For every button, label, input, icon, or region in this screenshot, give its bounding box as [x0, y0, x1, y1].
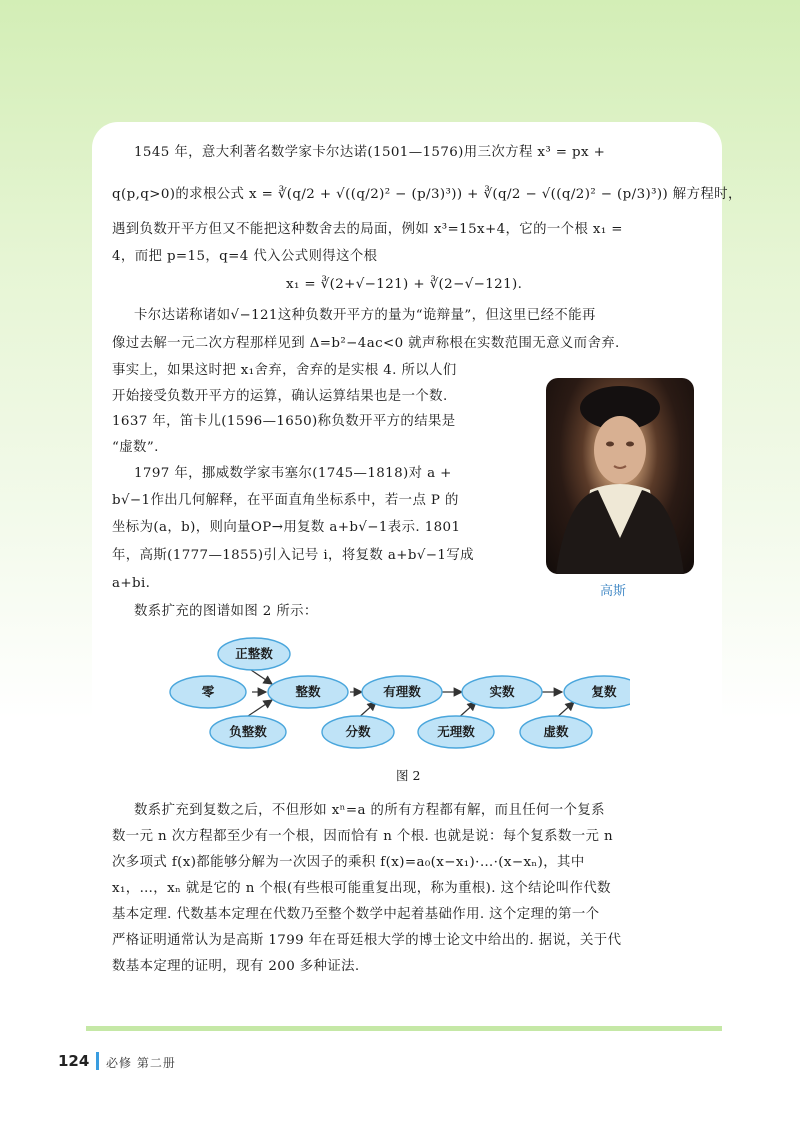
paragraph-line: 遇到负数开平方但又不能把这种数舍去的局面，例如 x³=15x+4，它的一个根 x₁ = — [112, 222, 623, 237]
paragraph-line: 4，而把 p=15，q=4 代入公式则得这个根 — [112, 249, 378, 264]
bottom-divider — [86, 1026, 722, 1031]
node-zero: 零 — [201, 684, 215, 699]
node-fraction: 分数 — [345, 724, 371, 739]
paragraph-line: 数一元 n 次方程都至少有一个根，因而恰有 n 个根. 也就是说：每个复系数一元 n — [112, 829, 613, 844]
paragraph-line: 1545 年，意大利著名数学家卡尔达诺(1501—1576)用三次方程 x³ = px + — [134, 145, 606, 160]
paragraph-line: “虚数”. — [112, 440, 159, 455]
paragraph-line: q(p,q>0)的求根公式 x = ∛(q/2 + √((q/2)² − (p/3)³)) + ∛(q/2 − √((q/2)² − (p/3)³)) 解方程时， — [112, 187, 742, 202]
number-system-diagram — [160, 634, 630, 750]
node-rational: 有理数 — [383, 684, 421, 699]
paragraph-line: 数系扩充的图谱如图 2 所示： — [134, 604, 318, 619]
portrait-caption: 高斯 — [600, 584, 627, 599]
figure-caption: 图 2 — [396, 768, 421, 783]
paragraph-line: 坐标为(a，b)，则向量OP→用复数 a+b√−1表示. 1801 — [112, 520, 461, 535]
paragraph-line: 像过去解一元二次方程那样见到 Δ=b²−4ac<0 就声称根在实数范围无意义而舍弃. — [112, 336, 620, 351]
paragraph-line: 基本定理. 代数基本定理在代数乃至整个数学中起着基础作用. 这个定理的第一个 — [112, 907, 600, 922]
paragraph-line: 1637 年，笛卡儿(1596—1650)称负数开平方的结果是 — [112, 414, 456, 429]
node-irrational: 无理数 — [437, 724, 475, 739]
page-number-bar — [96, 1052, 99, 1070]
node-positive-integer: 正整数 — [235, 646, 273, 661]
node-complex: 复数 — [591, 684, 617, 699]
paragraph-line: b√−1作出几何解释，在平面直角坐标系中，若一点 P 的 — [112, 493, 459, 508]
node-integer: 整数 — [295, 684, 321, 699]
paragraph-line: x₁，…，xₙ 就是它的 n 个根(有些根可能重复出现，称为重根). 这个结论叫作代数 — [112, 881, 611, 896]
paragraph-line: 年，高斯(1777—1855)引入记号 i，将复数 a+b√−1写成 — [112, 548, 474, 563]
node-negative-integer: 负整数 — [229, 724, 267, 739]
page-number: 124 — [58, 1052, 90, 1070]
paragraph-line: a+bi. — [112, 576, 151, 591]
paragraph-line: 开始接受负数开平方的运算，确认运算结果也是一个数. — [112, 389, 448, 404]
gauss-portrait — [546, 378, 694, 574]
paragraph-line: 数系扩充到复数之后，不但形如 xⁿ=a 的所有方程都有解，而且任何一个复系 — [134, 803, 605, 818]
paragraph-line: 事实上，如果这时把 x₁舍弃，舍弃的是实根 4. 所以人们 — [112, 363, 457, 378]
portrait-illustration — [546, 378, 694, 574]
node-real: 实数 — [489, 684, 515, 699]
node-imaginary: 虚数 — [543, 724, 569, 739]
book-title: 必修 第二册 — [106, 1056, 176, 1070]
formula: x₁ = ∛(2+√−121) + ∛(2−√−121). — [286, 277, 523, 292]
paragraph-line: 数基本定理的证明，现有 200 多种证法. — [112, 959, 360, 974]
paragraph-line: 卡尔达诺称诸如√−121这种负数开平方的量为“诡辩量”，但这里已经不能再 — [134, 308, 596, 323]
paragraph-line: 次多项式 f(x)都能够分解为一次因子的乘积 f(x)=a₀(x−x₁)·…·(x−xₙ)，其中 — [112, 855, 585, 870]
paragraph-line: 1797 年，挪威数学家韦塞尔(1745—1818)对 a + — [134, 466, 452, 481]
paragraph-line: 严格证明通常认为是高斯 1799 年在哥廷根大学的博士论文中给出的. 据说，关于代 — [112, 933, 622, 948]
